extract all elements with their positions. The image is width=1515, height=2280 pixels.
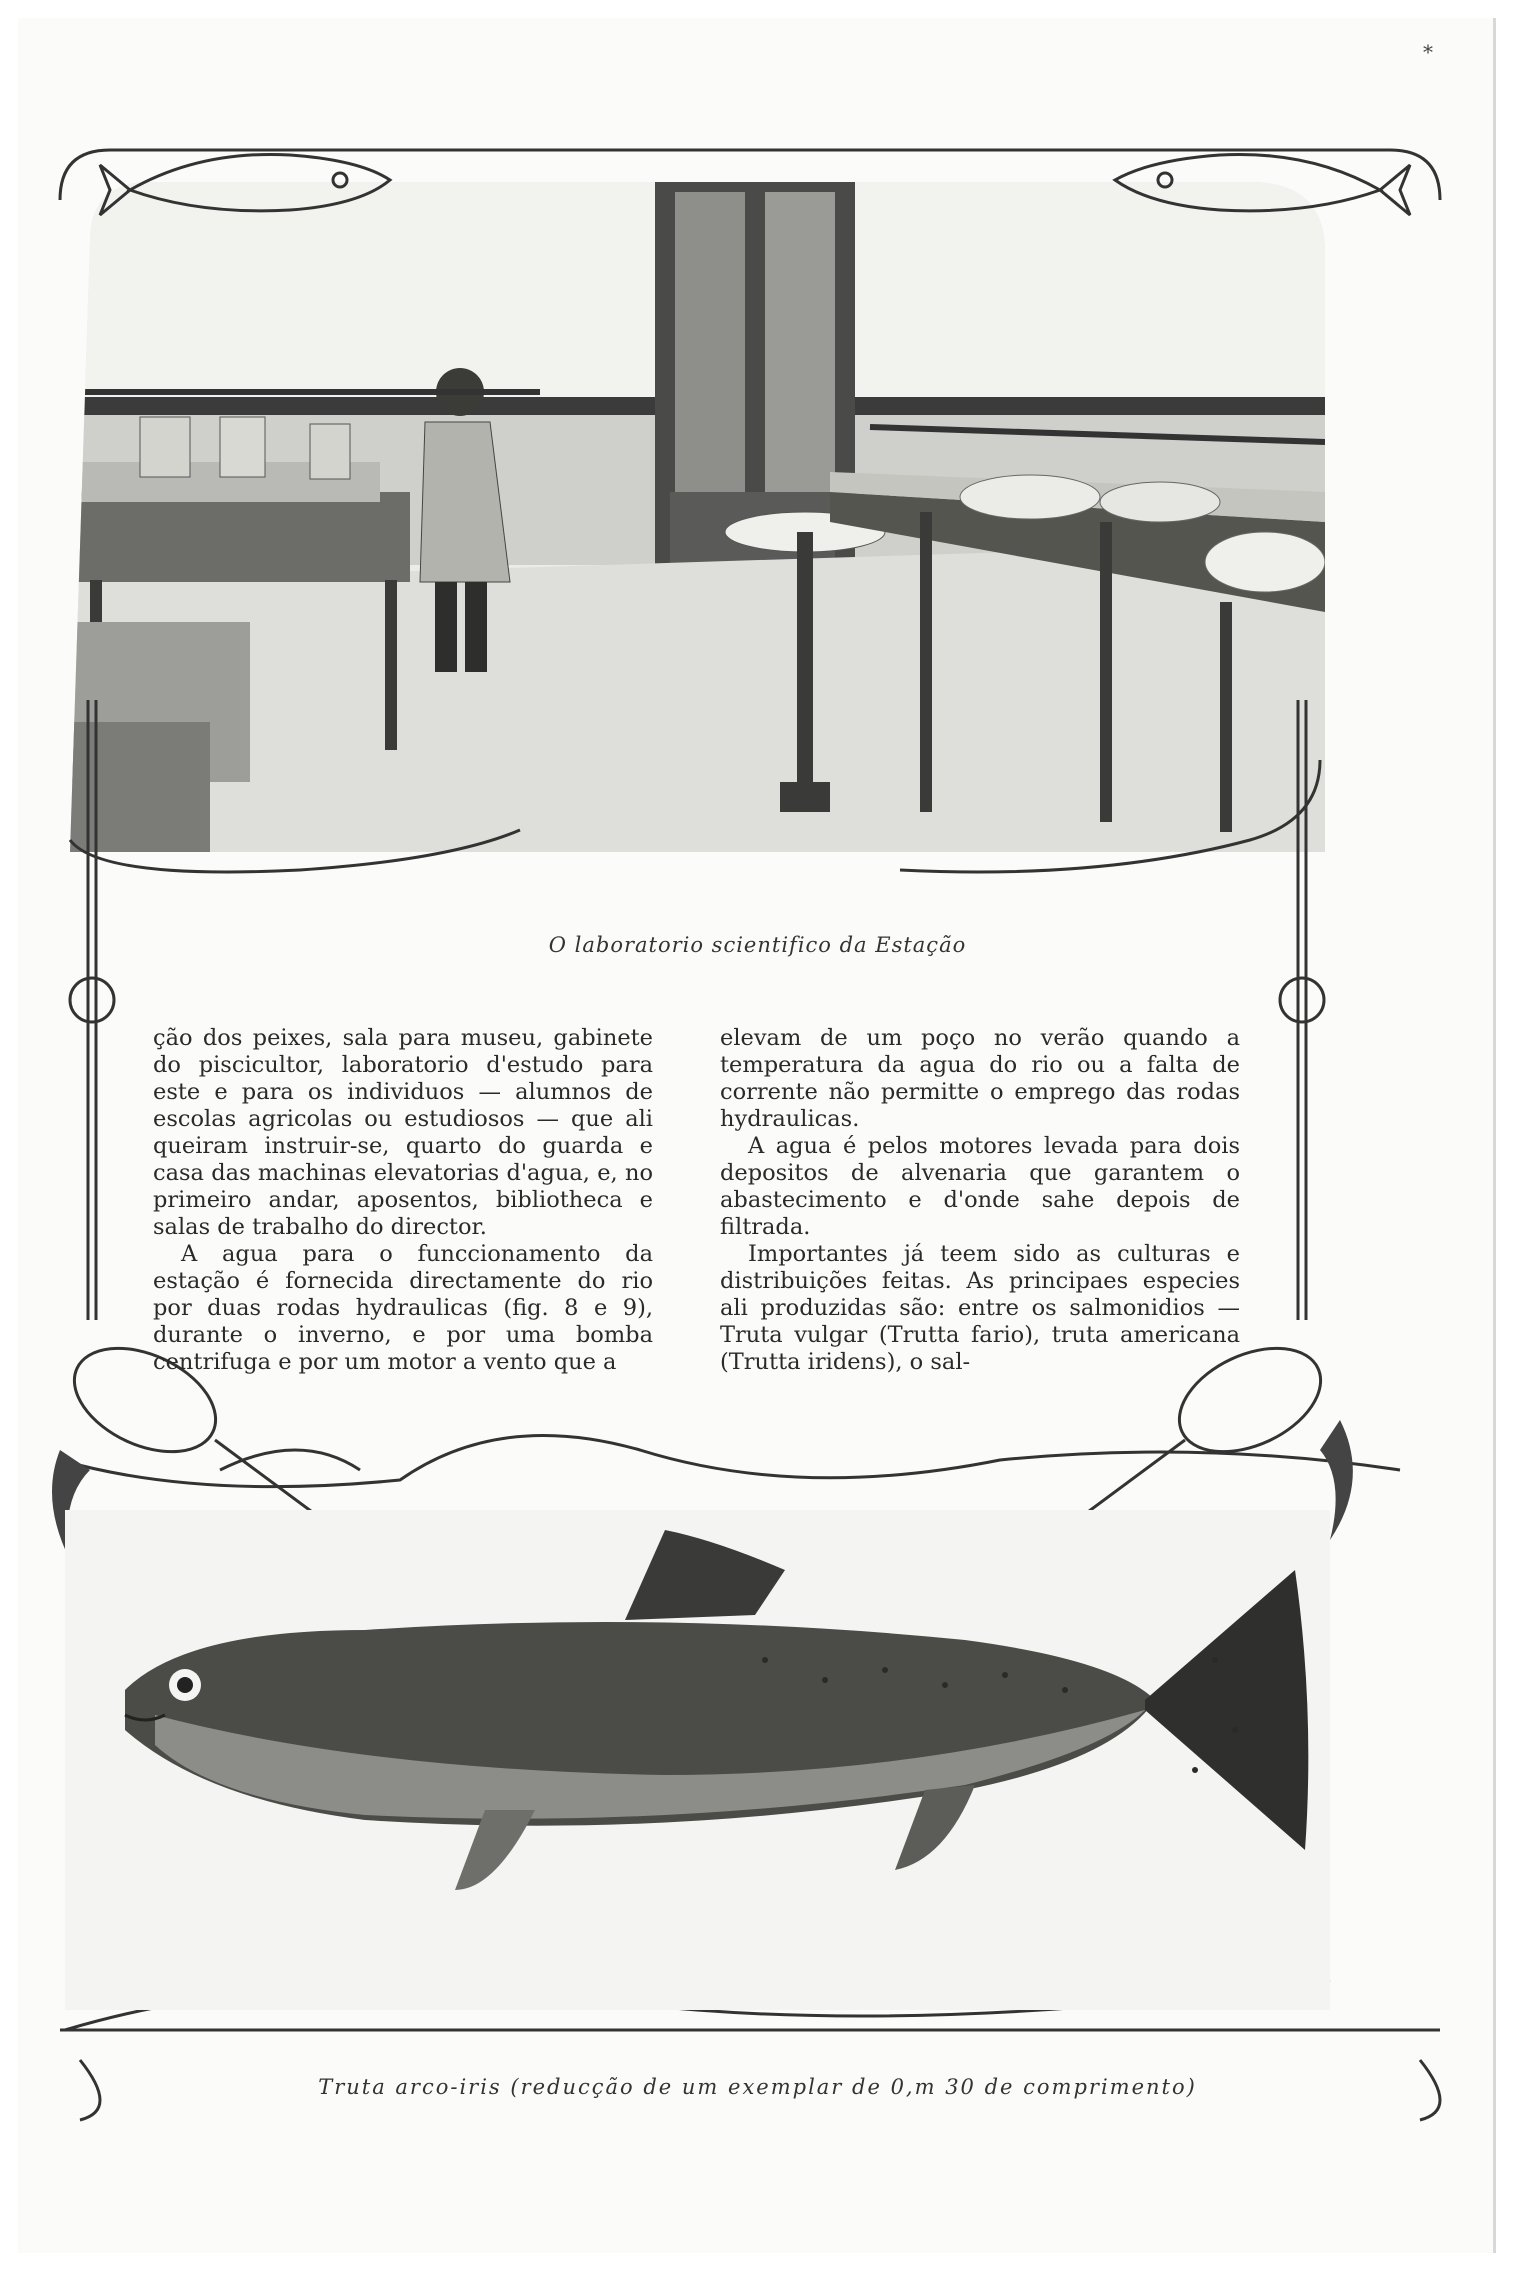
right-paragraph-2: A agua é pelos motores levada para dois depositos de alvenaria que garantem o abastecimento e d'onde sahe depois de filtrada. [720,1133,1240,1240]
trout-photo-art [65,1510,1330,2010]
laboratory-caption: O laboratorio scientifico da Estação [548,933,967,957]
article-left-column [153,1025,653,1376]
article-right-column [720,1025,1240,1376]
trout-photo [65,1510,1330,2010]
trout-caption: Truta arco-iris (reducção de um exemplar de 0,m 30 de comprimento) [318,2075,1197,2099]
laboratory-photo [70,162,1325,862]
right-paragraph-3: Importantes já teem sido as culturas e distribuições feitas. As principaes especies ali produzidas são: entre os salmonidios — Truta vulgar (Trutta fario), truta americana (Trutta iridens), o sal- [720,1241,1240,1375]
laboratory-photo-art [70,162,1325,862]
left-paragraph-1: ção dos peixes, sala para museu, gabinete do piscicultor, laboratorio d'estudo para este e para os individuos — alumnos de escolas agricolas ou estudiosos — que ali queiram instruir-se, quarto do guarda e casa das machinas elevatorias d'agua, e, no primeiro andar, aposentos, bibliotheca e salas de trabalho do director. [153,1025,653,1240]
corner-mark: * [1423,40,1433,64]
right-paragraph-1: elevam de um poço no verão quando a temperatura da agua do rio ou a falta de corrente não permitte o emprego das rodas hydraulicas. [720,1025,1240,1132]
left-paragraph-2: A agua para o funccionamento da estação é fornecida directamente do rio por duas rodas hydraulicas (fig. 8 e 9), durante o inverno, e por uma bomba centrifuga e por um motor a vento que a [153,1241,653,1375]
